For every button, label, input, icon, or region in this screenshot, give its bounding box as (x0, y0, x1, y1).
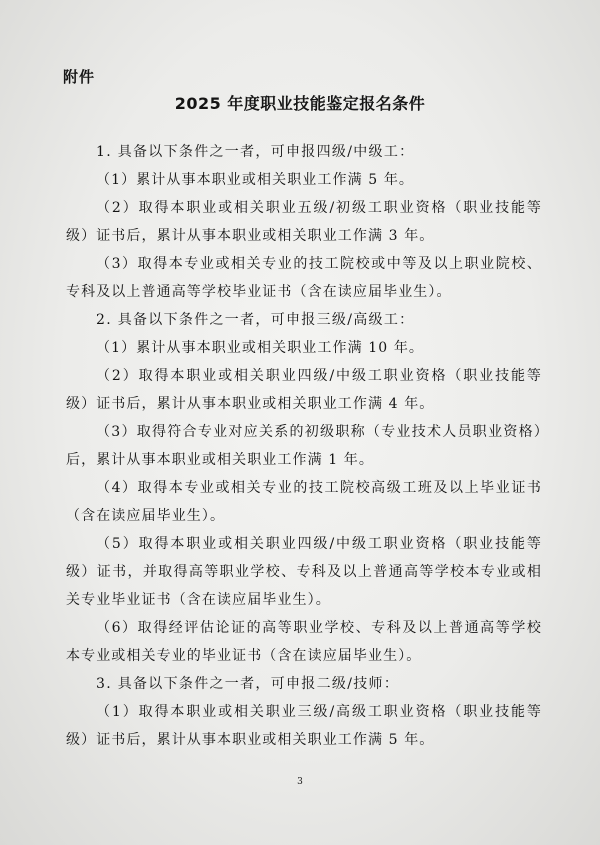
section-heading-level3: 2. 具备以下条件之一者，可申报三级/高级工： (96, 312, 415, 328)
condition-item: （2）取得本职业或相关职业四级/中级工职业资格（职业技能等级）证书后，累计从事本职业或相关职业工作满 4 年。 (66, 368, 542, 412)
document-title: 2025 年度职业技能鉴定报名条件 (174, 94, 426, 113)
page-number: 3 (297, 777, 303, 787)
condition-item: （1）累计从事本职业或相关职业工作满 5 年。 (96, 172, 415, 188)
condition-item: （3）取得本专业或相关专业的技工院校或中等及以上职业院校、专科及以上普通高等学校毕业证书（含在读应届毕业生）。 (66, 256, 542, 300)
condition-item: （4）取得本专业或相关专业的技工院校高级工班及以上毕业证书（含在读应届毕业生）。 (66, 480, 542, 524)
condition-item: （5）取得本职业或相关职业四级/中级工职业资格（职业技能等级）证书，并取得高等职业学校、专科及以上普通高等学校本专业或相关专业毕业证书（含在读应届毕业生）。 (66, 536, 542, 608)
condition-item: （3）取得符合专业对应关系的初级职称（专业技术人员职业资格）后，累计从事本职业或相关职业工作满 1 年。 (66, 424, 542, 468)
condition-item: （2）取得本职业或相关职业五级/初级工职业资格（职业技能等级）证书后，累计从事本职业或相关职业工作满 3 年。 (66, 200, 542, 244)
attachment-label: 附件 (63, 68, 96, 86)
condition-item: （1）累计从事本职业或相关职业工作满 10 年。 (96, 340, 425, 356)
section-heading-level4: 1. 具备以下条件之一者，可申报四级/中级工： (96, 144, 415, 160)
section-heading-level2: 3. 具备以下条件之一者，可申报二级/技师： (96, 676, 400, 692)
document-body (66, 138, 542, 754)
condition-item: （6）取得经评估论证的高等职业学校、专科及以上普通高等学校本专业或相关专业的毕业证书（含在读应届毕业生）。 (66, 620, 542, 664)
condition-item: （1）取得本职业或相关职业三级/高级工职业资格（职业技能等级）证书后，累计从事本职业或相关职业工作满 5 年。 (66, 704, 542, 748)
